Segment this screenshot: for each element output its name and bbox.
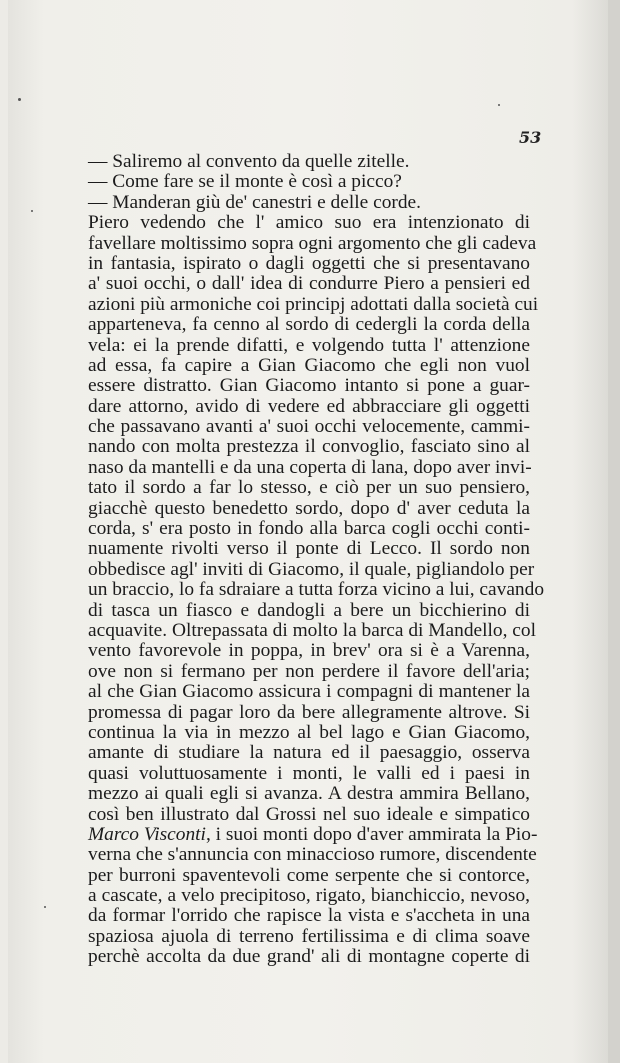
- text-line: che passavano avanti a' suoi occhi velocemente, cammi-: [88, 416, 530, 438]
- paper-speck: [31, 210, 33, 212]
- text-line: dare attorno, avido di vedere ed abbracciare gli oggetti: [88, 395, 530, 417]
- text-line: quasi voluttuosamente i monti, le valli ed i paesi in: [88, 762, 530, 784]
- text-line: a' suoi occhi, o dall' idea di condurre Piero a pensieri ed: [88, 273, 530, 295]
- text-line: — Come fare se il monte è così a picco?: [88, 171, 402, 193]
- text-line: a cascate, a velo precipitoso, rigato, bianchiccio, nevoso,: [88, 885, 530, 907]
- text-line: ove non si fermano per non perdere il favore dell'aria;: [88, 660, 530, 682]
- text-line: obbedisce agl' inviti di Giacomo, il quale, pigliandolo per: [88, 558, 535, 580]
- text-line: di tasca un fiasco e dandogli a bere un bicchierino di: [88, 599, 530, 621]
- text-line: in fantasia, ispirato o dagli oggetti che si presentavano: [88, 252, 530, 274]
- body-text: [88, 151, 545, 968]
- page-edge-shadow: [608, 0, 620, 1063]
- text-line: continua la via in mezzo al bel lago e Gian Giacomo,: [88, 721, 530, 743]
- text-line: da formar l'orrido che rapisce la vista e s'accheta in una: [88, 905, 530, 927]
- text-line: promessa di pagar loro da bere allegramente altrove. Si: [88, 701, 530, 723]
- text-line: perchè accolta da due grand' ali di montagne coperte di: [88, 946, 530, 968]
- text-line: — Manderan giù de' canestri e delle corde.: [88, 191, 421, 213]
- text-line: corda, s' era posto in fondo alla barca cogli occhi conti-: [88, 518, 530, 540]
- text-line: essere distratto. Gian Giacomo intanto si pone a guar-: [88, 375, 530, 397]
- text-line: tato il sordo a far lo stesso, e ciò per un suo pensiero,: [88, 477, 530, 499]
- text-line: giacchè questo benedetto sordo, dopo d' aver ceduta la: [88, 497, 530, 519]
- text-line: ad essa, fa capire a Gian Giacomo che egli non vuol: [88, 354, 530, 376]
- text-line: vento favorevole in poppa, in brev' ora si è a Varenna,: [88, 640, 530, 662]
- text-line: vela: ei la prende difatti, e volgendo tutta l' attenzione: [88, 334, 530, 356]
- text-line: favellare moltissimo sopra ogni argomento che gli cadeva: [88, 232, 537, 254]
- text-line: Marco Visconti, i suoi monti dopo d'aver ammirata la Pio-: [88, 823, 538, 845]
- text-line: — Saliremo al convento da quelle zitelle.: [88, 151, 410, 172]
- text-line: Piero vedendo che l' amico suo era intenzionato di: [88, 212, 530, 234]
- italic-title: Marco Visconti: [88, 823, 206, 845]
- text-line: al che Gian Giacomo assicura i compagni di mantener la: [88, 681, 530, 703]
- text-line: spaziosa ajuola di terreno fertilissima e di clima soave: [88, 925, 530, 947]
- text-line: acquavite. Oltrepassata di molto la barca di Mandello, col: [88, 619, 536, 641]
- text-line: mezzo ai quali egli si avanza. A destra ammira Bellano,: [88, 783, 530, 805]
- page-number: 53: [519, 128, 542, 147]
- text-line: amante di studiare la natura ed il paesaggio, osserva: [88, 742, 530, 764]
- text-line: un braccio, lo fa sdraiare a tutta forza vicino a lui, cavando: [88, 579, 545, 601]
- paper-speck: [18, 98, 21, 101]
- text-line: così ben illustrato dal Grossi nel suo ideale e simpatico: [88, 803, 530, 825]
- text-line: azioni più armoniche coi principj adottati dalla società cui: [88, 293, 539, 315]
- text-line: naso da mantelli e da una coperta di lana, dopo aver invi-: [88, 456, 532, 478]
- paper-speck: [44, 906, 46, 908]
- text-line: verna che s'annuncia con minaccioso rumore, discendente: [88, 844, 537, 866]
- paper-speck: [498, 104, 500, 106]
- text-line: per burroni spaventevoli come serpente che si contorce,: [88, 864, 530, 886]
- text-line: nuamente rivolti verso il ponte di Lecco. Il sordo non: [88, 538, 530, 560]
- text-line: nando con molta prestezza il convoglio, fasciato sino al: [88, 436, 530, 458]
- text-line: apparteneva, fa cenno al sordo di cedergli la corda della: [88, 314, 530, 336]
